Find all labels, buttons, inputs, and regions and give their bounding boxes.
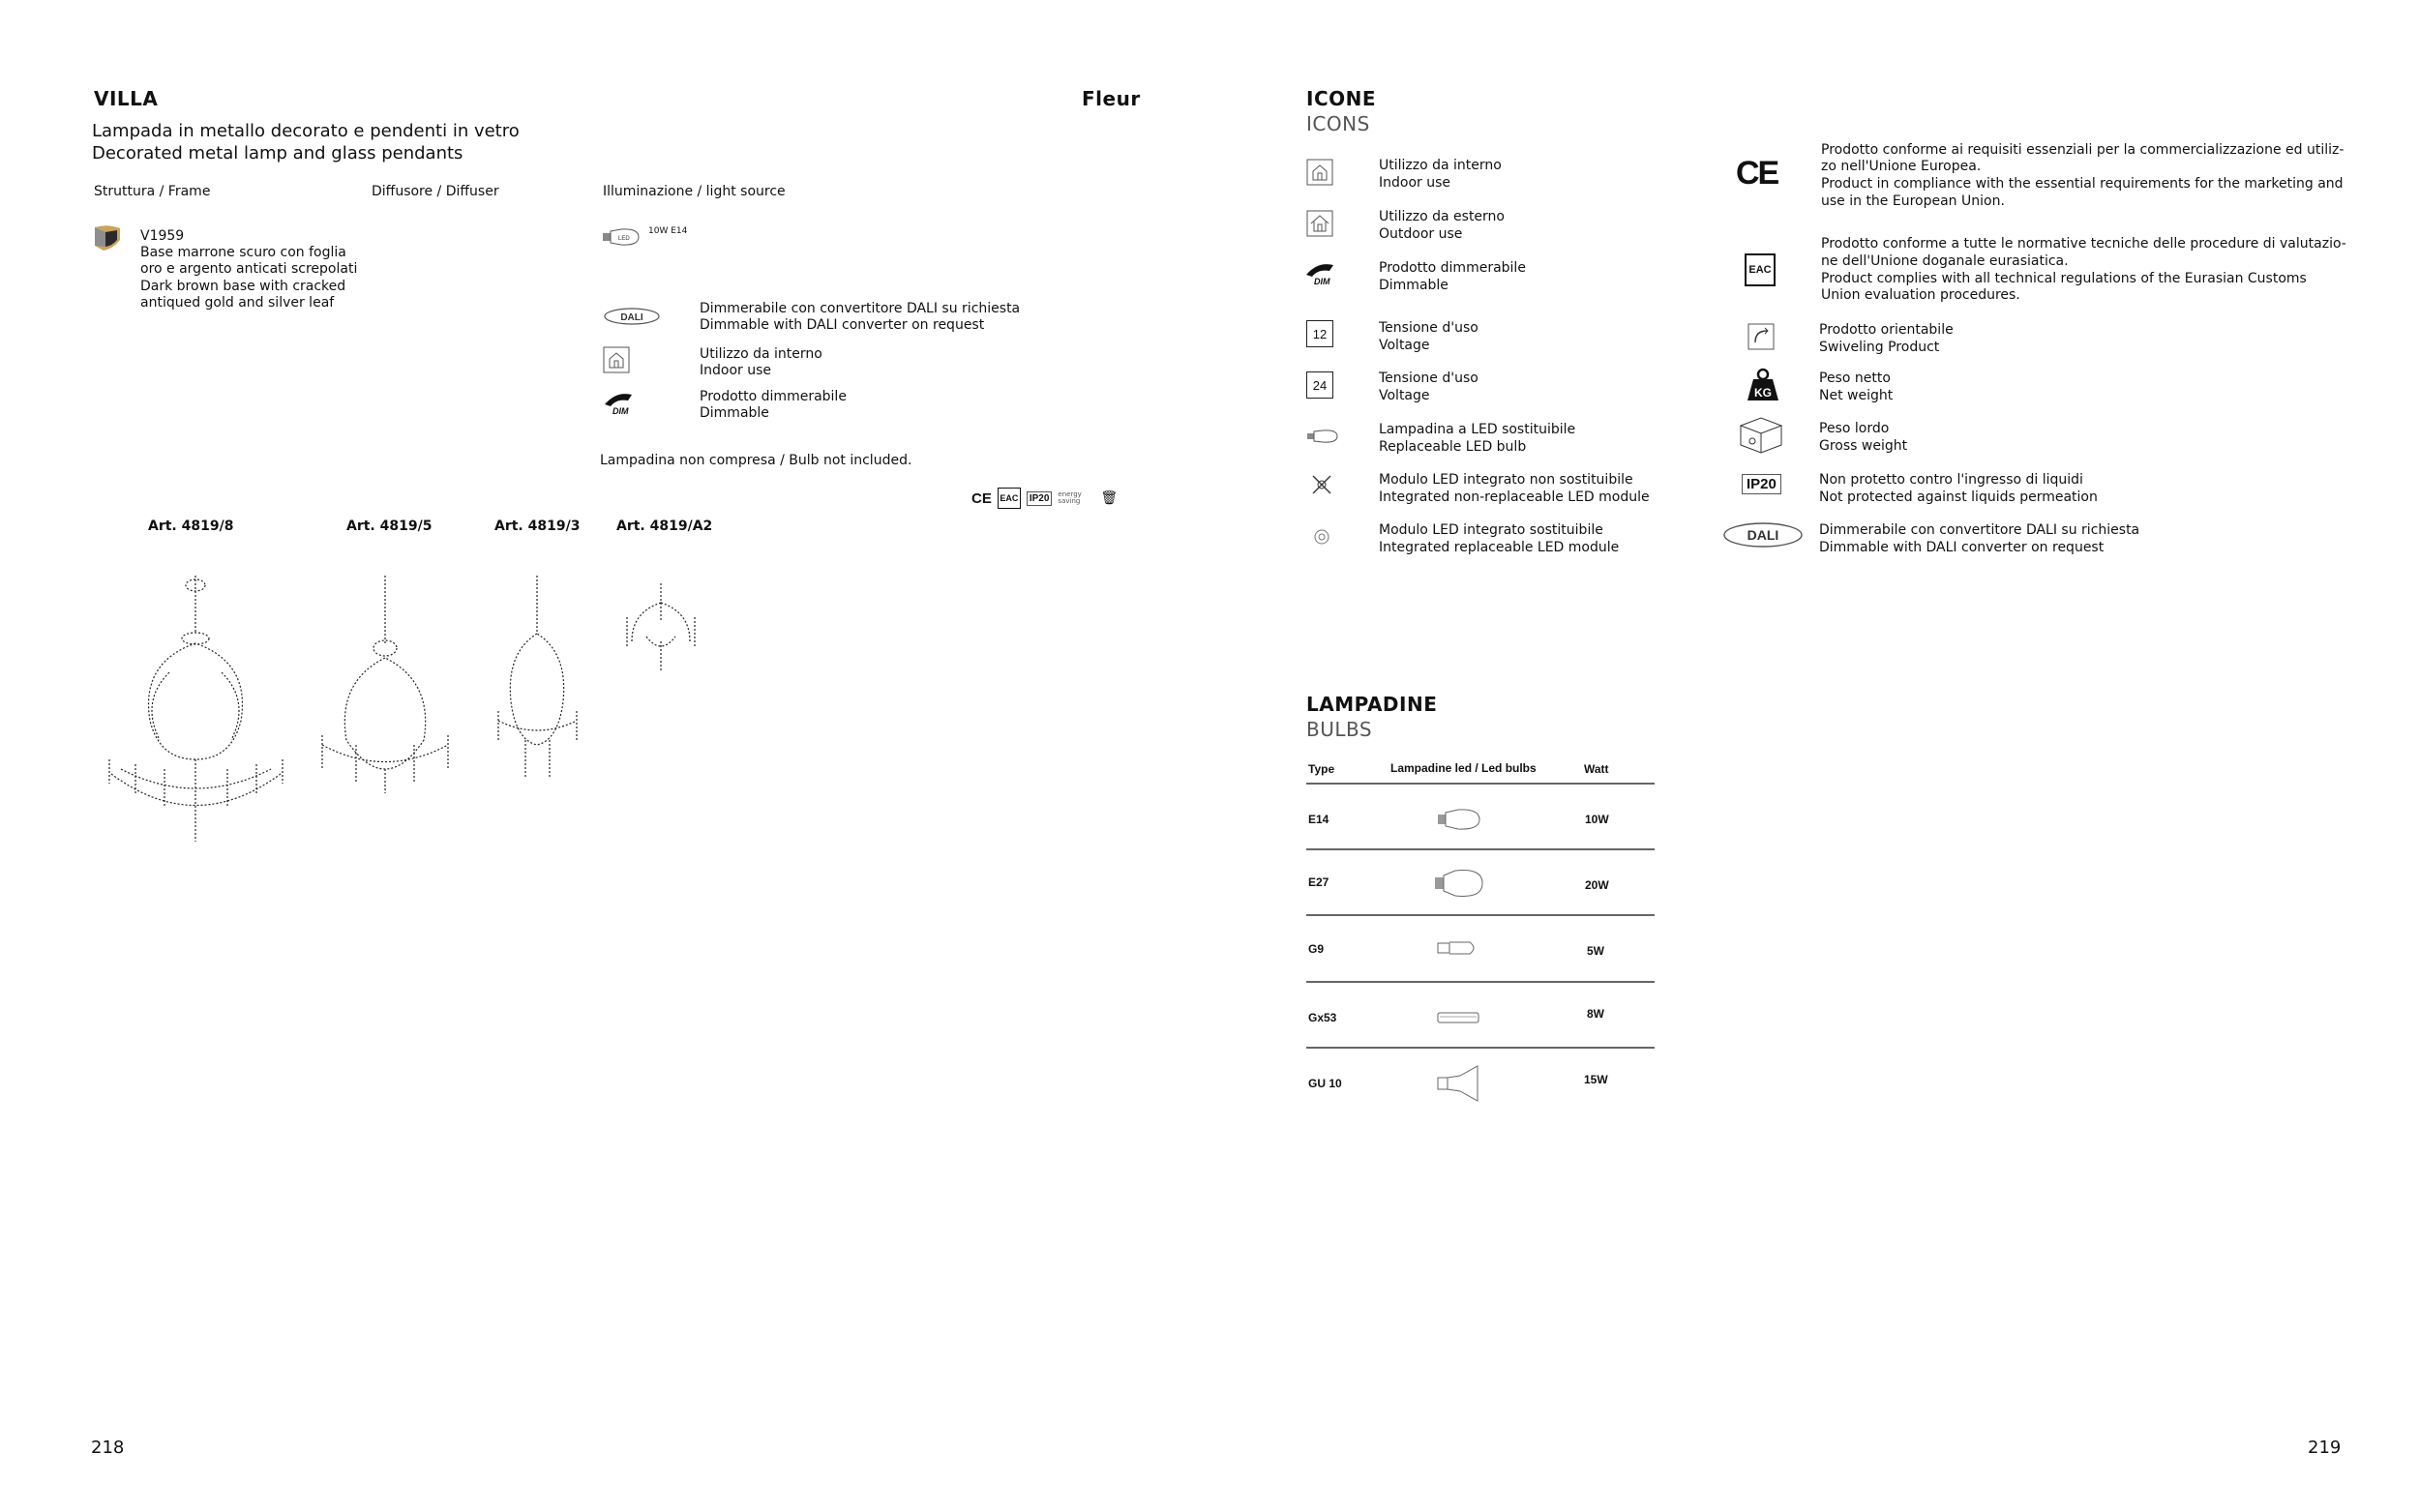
icon-legend-en: Dimmable with DALI converter on request [1819,540,2105,555]
table-divider [1306,848,1655,850]
led-module-icon [1313,528,1330,546]
icon-legend-en: Voltage [1379,338,1430,353]
icon-legend-it: Utilizzo da interno [1379,158,1502,173]
article-label: Art. 4819/5 [346,519,433,534]
finish-swatch-icon [92,224,123,253]
icon-legend-en: Dimmable [1379,278,1448,293]
table-divider [1306,914,1655,916]
eac-description: ne dell'Unione doganale eurasiatica. [1821,253,2069,269]
feature-dim-en: Dimmable [700,405,769,421]
table-divider [1306,1047,1655,1049]
table-cell-type: G9 [1308,942,1325,956]
column-header-light-source: Illuminazione / light source [603,184,786,199]
page-number-right: 219 [2308,1438,2342,1458]
article-label: Art. 4819/8 [148,519,234,534]
chandelier-3-light-image [496,576,579,788]
table-cell-watt: 15W [1584,1073,1608,1086]
finish-description-1: Base marrone scuro con foglia [140,245,346,260]
table-divider [1306,981,1655,983]
ip20-icon: IP20 [1027,491,1053,506]
icon-legend-en: Integrated replaceable LED module [1379,540,1620,555]
led-bulb-icon [602,226,641,248]
icon-legend-it: Prodotto orientabile [1819,322,1954,338]
ce-description: zo nell'Unione Europea. [1821,159,1982,174]
table-header-bulbs: Lampadine led / Led bulbs [1390,761,1537,775]
icon-legend-it: Dimmerabile con convertitore DALI su richiesta [1819,522,2140,538]
feature-dali-it: Dimmerabile con convertitore DALI su richiesta [700,301,1021,316]
icons-subtitle: ICONS [1306,112,1370,135]
ce-description: Product in compliance with the essential requirements for the marketing and [1821,176,2344,192]
svg-text:DALI: DALI [1747,527,1779,543]
svg-text:DALI: DALI [620,312,643,323]
finish-description-3: Dark brown base with cracked [140,279,346,294]
box-weight-icon [1737,416,1785,455]
gu10-bulb-icon [1437,1064,1479,1103]
eac-description: Product complies with all technical regulations of the Eurasian Customs [1821,271,2307,286]
finish-code: V1959 [140,228,185,244]
table-header-watt: Watt [1584,762,1609,776]
table-header-type: Type [1308,762,1335,776]
kg-weight-icon [1746,368,1780,402]
column-header-frame: Struttura / Frame [94,184,211,199]
chandelier-5-light-image [317,576,453,798]
dali-icon [1722,520,1804,549]
bulbs-subtitle: BULBS [1306,718,1373,741]
feature-indoor-en: Indoor use [700,363,772,378]
subtitle-it: Lampada in metallo decorato e pendenti in vetro [92,121,520,141]
product-title: VILLA [94,87,159,110]
icon-legend-en: Indoor use [1379,175,1451,191]
bulbs-title: LAMPADINE [1306,693,1438,716]
voltage-24-icon: 24 [1306,371,1333,399]
icon-legend-it: Peso netto [1819,371,1891,386]
table-cell-type: E14 [1308,813,1329,826]
icon-legend-en: Replaceable LED bulb [1379,439,1527,455]
led-bulb-icon [1306,428,1339,445]
subtitle-en: Decorated metal lamp and glass pendants [92,143,463,163]
article-label: Art. 4819/A2 [616,519,713,534]
icon-legend-it: Modulo LED integrato sostituibile [1379,522,1603,538]
outdoor-icon [1306,210,1333,237]
table-cell-watt: 8W [1587,1007,1604,1021]
indoor-icon [603,346,630,373]
icon-legend-it: Modulo LED integrato non sostituibile [1379,472,1633,488]
weee-bin-icon: 🗑 [1100,490,1119,506]
icon-legend-it: Tensione d'uso [1379,371,1478,386]
feature-dali-en: Dimmable with DALI converter on request [700,317,985,333]
icon-legend-en: Voltage [1379,388,1430,403]
ce-mark-icon: CE [1736,155,1778,192]
bulb-spec: 10W E14 [648,226,688,236]
finish-description-4: antiqued gold and silver leaf [140,295,335,311]
eac-mark-icon: EAC [1745,253,1776,286]
dim-icon [1304,261,1335,286]
icon-legend-en: Net weight [1819,388,1894,403]
ce-description: Prodotto conforme ai requisiti essenziali per la commercializzazione ed utiliz- [1821,142,2344,158]
table-cell-watt: 5W [1587,944,1604,958]
svg-text:KG: KG [1754,386,1772,400]
icon-legend-en: Gross weight [1819,438,1908,454]
svg-text:DIM: DIM [612,406,629,416]
table-cell-type: GU 10 [1308,1077,1342,1090]
gx53-bulb-icon [1437,1010,1479,1023]
table-divider [1306,783,1655,785]
icon-legend-en: Outdoor use [1379,226,1463,242]
icon-legend-it: Peso lordo [1819,421,1890,436]
feature-dim-it: Prodotto dimmerabile [700,389,847,404]
certification-strip [971,488,1131,509]
crossed-led-icon [1311,474,1332,495]
column-header-diffuser: Diffusore / Diffuser [372,184,499,199]
indoor-icon [1306,159,1333,186]
icon-legend-en: Integrated non-replaceable LED module [1379,489,1650,505]
svg-text:LED: LED [618,236,630,242]
g9-bulb-icon [1437,938,1479,958]
icon-legend-en: Swiveling Product [1819,340,1940,355]
table-cell-watt: 10W [1585,813,1609,826]
page-number-left: 218 [91,1438,125,1458]
feature-indoor-it: Utilizzo da interno [700,346,822,362]
icons-title: ICONE [1306,87,1377,110]
eac-description: Prodotto conforme a tutte le normative tecniche delle procedure di valutazio- [1821,236,2346,252]
icon-legend-it: Lampadina a LED sostituibile [1379,422,1576,437]
ce-description: use in the European Union. [1821,193,2005,209]
chandelier-8-light-image [102,576,290,846]
article-label: Art. 4819/3 [494,519,581,534]
table-cell-watt: 20W [1585,878,1609,892]
dali-icon [603,306,661,327]
eac-description: Union evaluation procedures. [1821,287,2020,303]
e27-bulb-icon [1434,866,1484,901]
icon-legend-en: Not protected against liquids permeation [1819,489,2098,505]
bulb-not-included-note: Lampadina non compresa / Bulb not included. [600,453,912,468]
table-cell-type: E27 [1308,875,1329,889]
wall-lamp-2-light-image [622,583,700,675]
voltage-12-icon: 12 [1306,320,1333,347]
swivel-icon [1747,323,1775,350]
icon-legend-it: Tensione d'uso [1379,320,1478,336]
icon-legend-it: Utilizzo da esterno [1379,209,1505,224]
ce-mark-icon: CE [971,489,992,507]
ip20-icon: IP20 [1742,474,1781,494]
eac-mark-icon: EAC [998,488,1021,509]
icon-legend-it: Prodotto dimmerabile [1379,260,1526,276]
energy-saving-icon: energy saving [1058,490,1082,505]
dim-icon [603,391,634,416]
table-cell-type: Gx53 [1308,1011,1337,1024]
collection-name: Fleur [1082,87,1141,110]
e14-bulb-icon [1437,805,1481,834]
finish-description-2: oro e argento anticati screpolati [140,261,358,277]
icon-legend-it: Non protetto contro l'ingresso di liquidi [1819,472,2083,488]
svg-text:DIM: DIM [1314,277,1330,286]
